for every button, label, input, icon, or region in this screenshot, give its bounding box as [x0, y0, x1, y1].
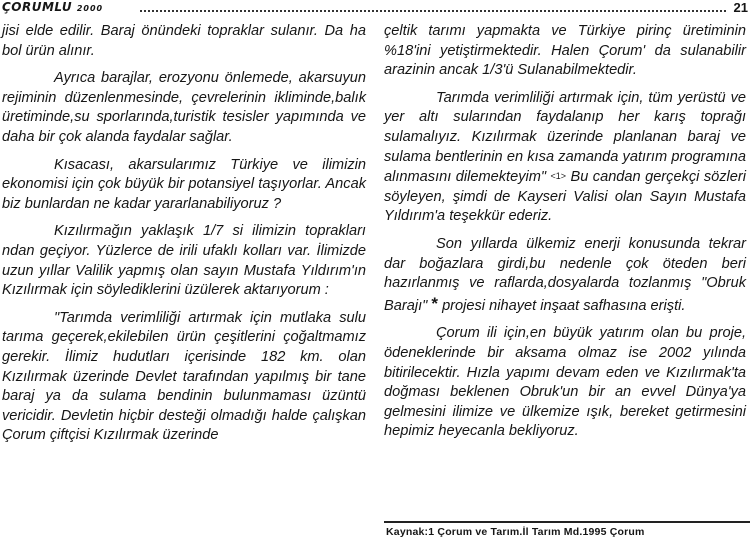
header-dotted-rule — [140, 10, 726, 12]
right-column — [384, 22, 746, 450]
star-marker: * — [431, 293, 438, 313]
right-paragraph-3 — [384, 235, 746, 316]
magazine-title — [2, 0, 103, 14]
right-paragraph-3-end: projesi nihayet inşaat safhasına erişti. — [442, 297, 686, 314]
left-paragraph-4: Kızılırmağın yaklaşık 1/7 si ilimizin toprakları ndan geçiyor. Yüzlerce de irili ufaklı kolları var. İlimizde uzun yıllar Valilik yapmış olan sayın Mustafa Yıldırım'ın Kızılırmak için söylediklerini üzülerek aktarıyorum : — [2, 223, 366, 299]
left-paragraph-1: jisi elde edilir. Baraj önündeki topraklar sulanır. Da ha bol ürün alınır. — [2, 23, 366, 59]
page-header — [0, 0, 750, 20]
right-paragraph-1: çeltik tarımı yapmakta ve Türkiye pirinç üretiminin %18'ini yetiştirmektedir. Halen Çorum' da sulanabilir arazinin ancak 1/3'ü Sulanabilmektedir. — [384, 23, 746, 79]
right-paragraph-4: Çorum ili için,en büyük yatırım olan bu proje, ödeneklerinde bir aksama olmaz ise 2002 yılında bitirilecektir. Hızla yapımı devam eden ve Kızılırmak'ta doğması beklenen Obruk'un bir an evvel Dünya'ya gelmesini ilimize ve ülkemize ışık, bereket getirmesini hepimiz heyecanla bekliyoruz. — [384, 325, 746, 440]
right-paragraph-2-quote: Tarımda verimliliği artırmak için, tüm yerüstü ve yer altı sularından faydalanıp her karış toprağı sulamalıyız. Kızılırmak üzerinde planlanan baraj ve sulama bentlerinin en kısa zamanda yatırım programına alınmasını dilemekteyim" — [384, 89, 746, 186]
left-paragraph-3: Kısacası, akarsularımız Türkiye ve ilimizin ekonomisi için çok büyük bir potansiyel taşıyorlar. Ancak biz bunlardan ne kadar yararlanabiliyoruz ? — [2, 156, 366, 212]
left-paragraph-5: "Tarımda verimliliği artırmak için mutlaka sulu tarıma geçerek,ekilebilen ürün çeşitlerini çoğaltmamız gerekir. İlimiz hudutları içerisinde 182 km. olan Kızılırmak üzerinde Devlet tarafından yapılmış bir tane baraj ya da sulama bendinin bulunmaması üzüntü vericidir. Devletin hiçbir desteği olmadığı halde çalışkan Çorum çiftçisi Kızılırmak üzerinde — [2, 309, 366, 444]
footnote-divider — [384, 521, 750, 523]
footnote-source: Kaynak:1 Çorum ve Tarım.İl Tarım Md.1995 Çorum — [386, 526, 645, 538]
right-paragraph-3-start: Son yıllarda ülkemiz enerji konusunda tekrar dar boğazlara girdi,bu nedenle çok öteden beri hazırlanmış ve raflarda,dosyalarda tozlanmış "Obruk Barajı" — [384, 235, 746, 314]
left-paragraph-2: Ayrıca barajlar, erozyonu önlemede, akarsuyun rejiminin düzenlenmesinde, çevrelerinin ikliminde,balık üretiminde,su sporlarında,turistik tesisler yapımında ve daha bir çok alanda faydalar sağlar. — [2, 70, 366, 145]
magazine-name: ÇORUMLU — [2, 0, 73, 14]
reference-marker: <1> — [550, 171, 567, 182]
magazine-year: 2000 — [76, 4, 104, 13]
right-paragraph-2 — [384, 89, 746, 227]
left-column — [2, 22, 366, 454]
right-paragraph-2-thanks: Bu candan gerçekçi sözleri söyleyen, şimdi de Kayseri Valisi olan Sayın Mustafa Yıldırım'a teşekkür ederiz. — [384, 169, 747, 225]
page-number: 21 — [733, 0, 748, 15]
